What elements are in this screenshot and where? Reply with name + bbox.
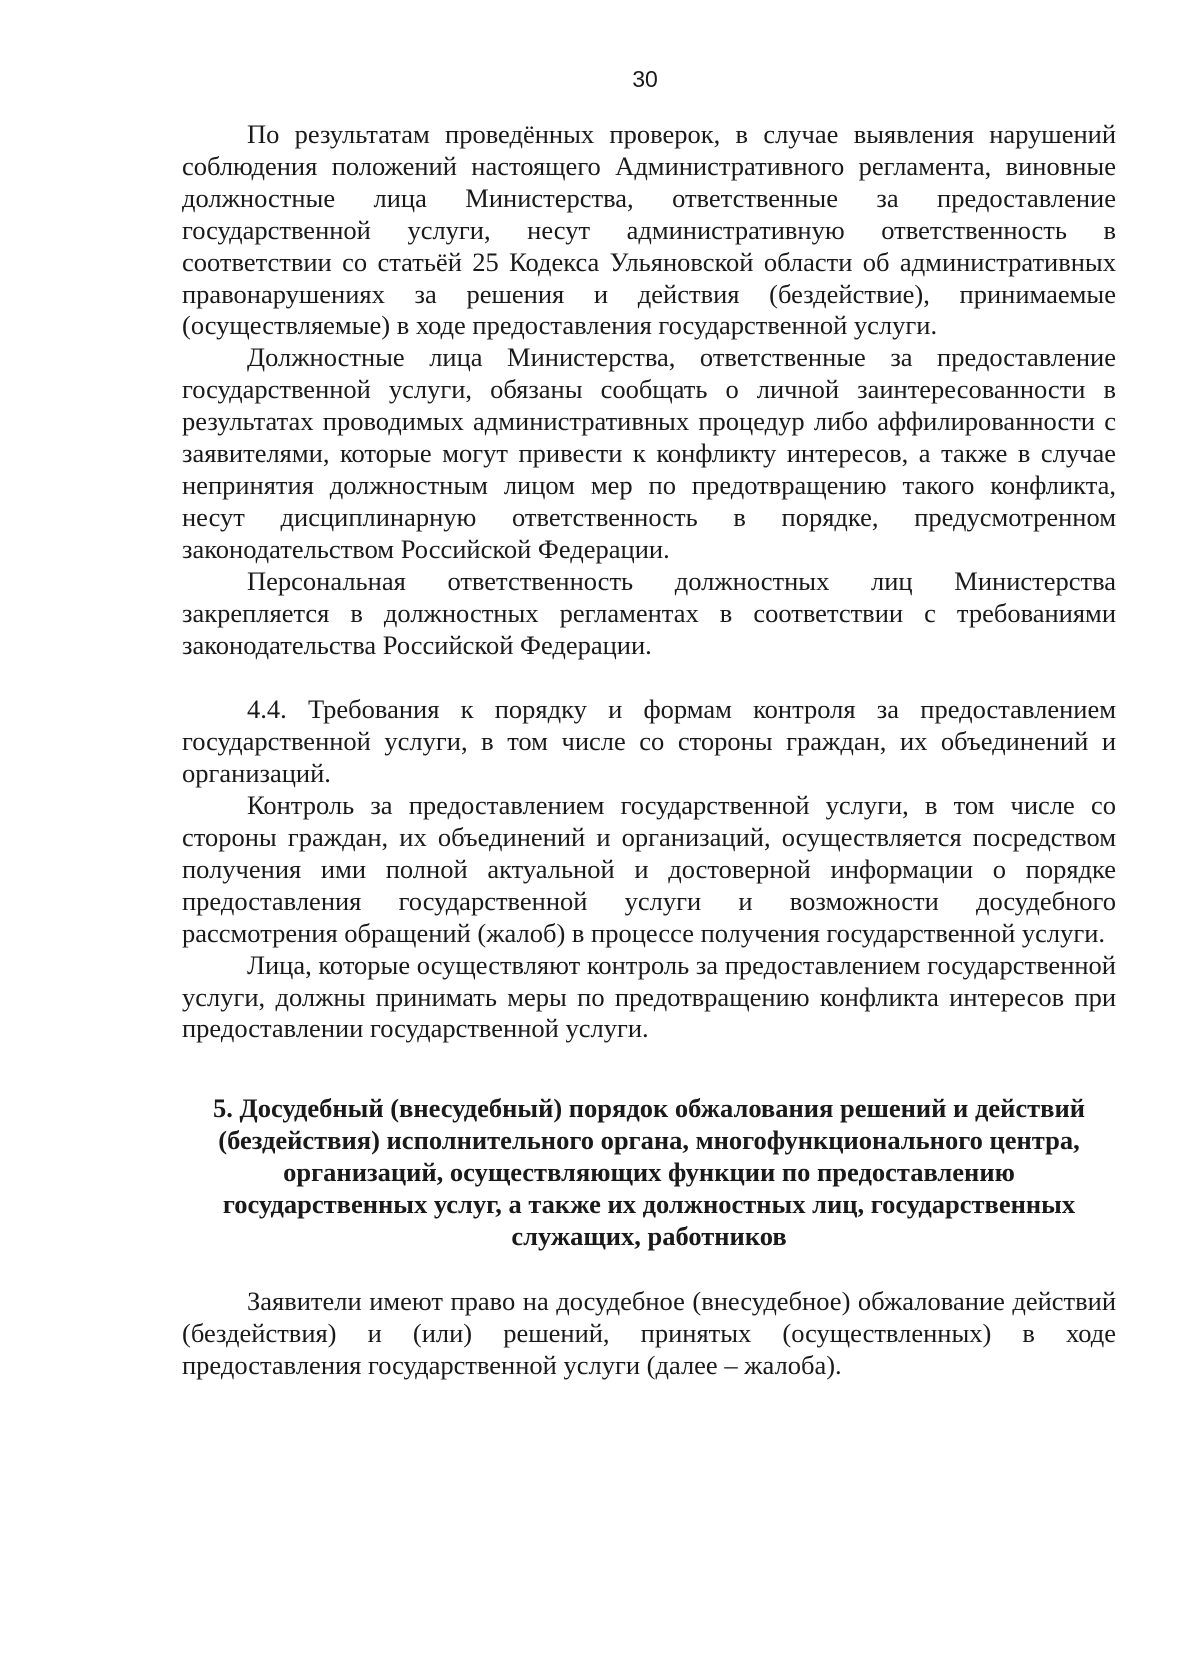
section-5-heading: 5. Досудебный (внесудебный) порядок обжалования решений и действий (бездействия) исполнительного органа, многофункционального центра, организаций, осуществляющих функции по предоставлению государственных услуг, а также их должностных лиц, государственных служащих, работников — [212, 1093, 1086, 1251]
paragraph-personal-responsibility: Персональная ответственность должностных лиц Министерства закрепляется в должностных регламентах в соответствии с требованиями законодательства Российской Федерации. — [182, 565, 1116, 660]
paragraph-complaint-right: Заявители имеют право на досудебное (внесудебное) обжалование действий (бездействия) и (или) решений, принятых (осуществленных) в ходе предоставления государственной услуги (далее – жалоба). — [182, 1285, 1116, 1380]
paragraph-violations-liability: По результатам проведённых проверок, в случае выявления нарушений соблюдения положений настоящего Административного регламента, виновные должностные лица Министерства, ответственные за предоставление государственной услуги, несут административную ответственность в соответствии со статьёй 25 Кодекса Ульяновской области об административных правонарушениях за решения и действия (бездействие), принимаемые (осуществляемые) в ходе предоставления государственной услуги. — [182, 119, 1116, 341]
paragraph-control-persons: Лица, которые осуществляют контроль за предоставлением государственной услуги, должны принимать меры по предотвращению конфликта интересов при предоставлении государственной услуги. — [182, 949, 1116, 1044]
paragraph-conflict-of-interest: Должностные лица Министерства, ответственные за предоставление государственной услуги, обязаны сообщать о личной заинтересованности в результатах проводимых административных процедур либо аффилированности с заявителями, которые могут привести к конфликту интересов, а также в случае непринятия должностным лицом мер по предотвращению такого конфликта, несут дисциплинарную ответственность в порядке, предусмотренном законодательством Российской Федерации. — [182, 342, 1116, 564]
paragraph-citizen-control: Контроль за предоставлением государственной услуги, в том числе со стороны граждан, их объединений и организаций, осуществляется посредством получения ими полной актуальной и достоверной информации о порядке предоставления государственной услуги и возможности досудебного рассмотрения обращений (жалоб) в процессе получения государственной услуги. — [182, 790, 1116, 948]
page-number: 30 — [632, 66, 658, 92]
paragraph-section-4-4: 4.4. Требования к порядку и формам контроля за предоставлением государственной услуги, в том числе со стороны граждан, их объединений и организаций. — [182, 694, 1116, 789]
document-body — [182, 119, 1116, 1382]
